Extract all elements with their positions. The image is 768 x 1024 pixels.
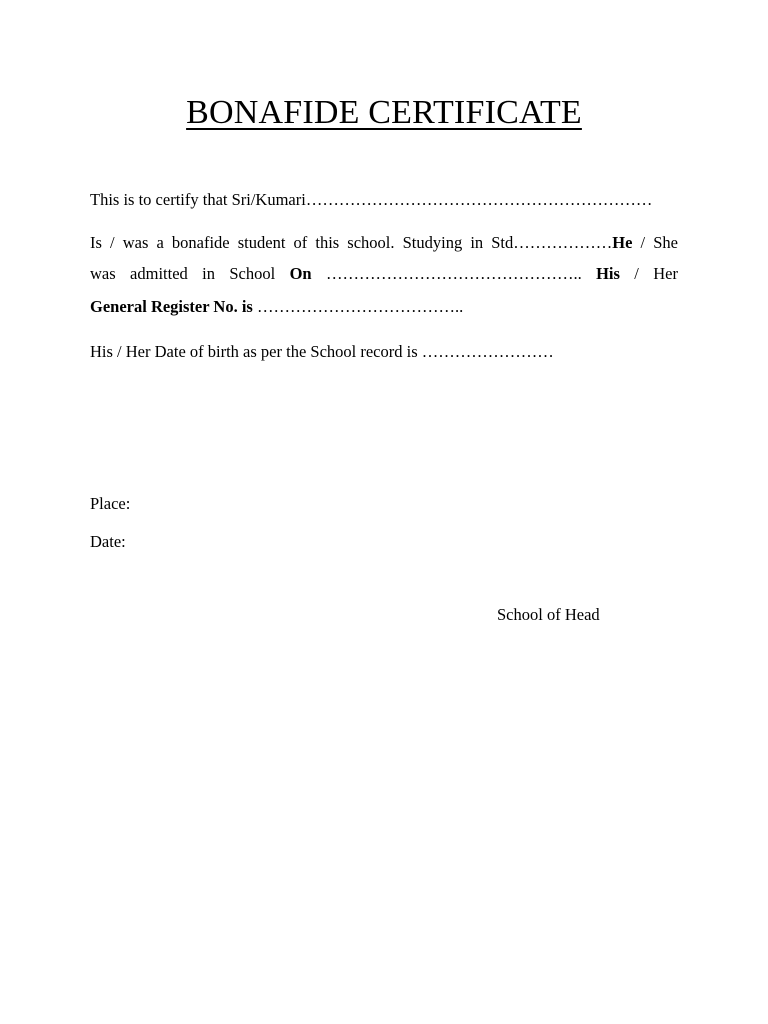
student-std-text: Is / was a bonafide student of this school. Studying in Std……………… bbox=[90, 233, 613, 252]
her-text: / Her bbox=[619, 264, 678, 283]
certify-name-line: This is to certify that Sri/Kumari……………………………………………………… bbox=[90, 190, 653, 209]
his-text: His bbox=[596, 264, 620, 283]
register-number-line bbox=[90, 297, 463, 317]
admission-line bbox=[90, 264, 678, 284]
register-dots: ……………………………….. bbox=[252, 297, 464, 316]
place-label: Place: bbox=[90, 494, 131, 513]
register-label: General Register No. is bbox=[90, 297, 253, 316]
student-std-line bbox=[90, 232, 678, 264]
student-details-paragraph bbox=[90, 232, 678, 264]
he-text: He bbox=[612, 233, 633, 252]
date-label: Date: bbox=[90, 532, 126, 551]
certificate-title bbox=[0, 94, 768, 132]
admission-dots: ……………………………………….. bbox=[311, 264, 597, 283]
date-of-birth-line: His / Her Date of birth as per the School record is …………………… bbox=[90, 342, 554, 361]
admitted-text: was admitted in School bbox=[90, 264, 290, 283]
signature-label: School of Head bbox=[497, 605, 600, 624]
title-text: BONAFIDE CERTIFICATE bbox=[186, 94, 582, 131]
she-text: / She bbox=[632, 233, 678, 252]
on-text: On bbox=[289, 264, 312, 283]
